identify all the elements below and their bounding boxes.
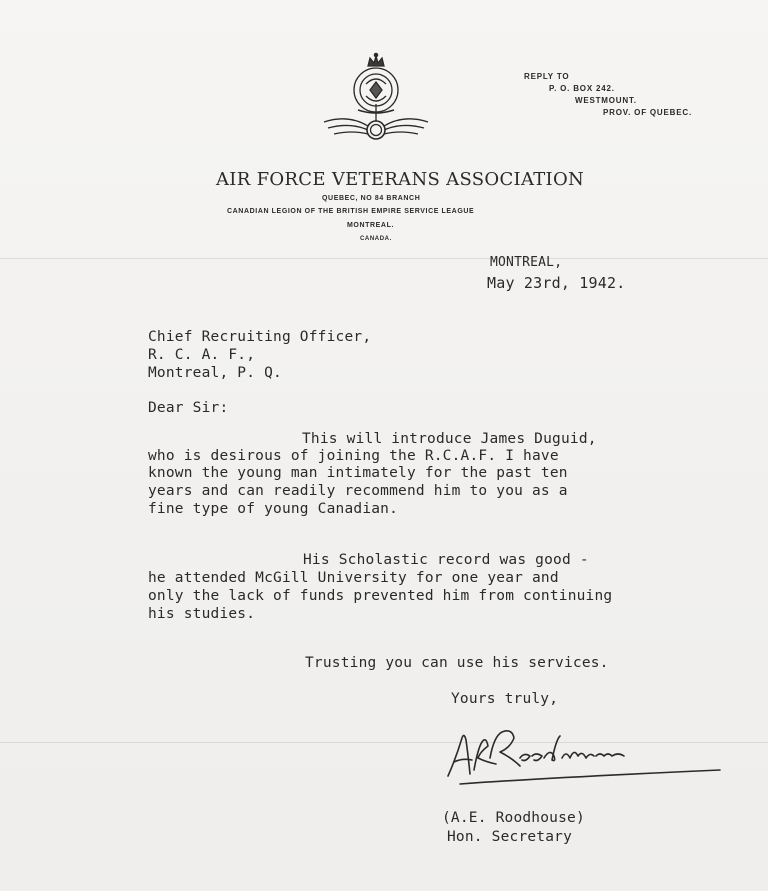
- letterhead-country: CANADA.: [360, 236, 392, 242]
- recipient-line-1: Chief Recruiting Officer,: [148, 329, 372, 345]
- organization-name: AIR FORCE VETERANS ASSOCIATION: [216, 169, 585, 190]
- body-p1-line: who is desirous of joining the R.C.A.F. I have: [148, 448, 559, 464]
- handwritten-signature-icon: [440, 718, 730, 788]
- body-p1-line: This will introduce James Duguid,: [302, 431, 597, 447]
- branch-number: QUEBEC, NO 84 BRANCH: [322, 195, 421, 202]
- reply-to-province: PROV. OF QUEBEC.: [603, 108, 692, 117]
- body-p2-line: His Scholastic record was good -: [303, 552, 589, 568]
- signatory-name: (A.E. Roodhouse): [442, 810, 585, 826]
- dateline-place: MONTREAL,: [490, 255, 563, 270]
- recipient-line-3: Montreal, P. Q.: [148, 365, 282, 381]
- paper-fold-line: [0, 258, 768, 259]
- body-p1-line: fine type of young Canadian.: [148, 501, 399, 517]
- letter-date: May 23rd, 1942.: [487, 274, 626, 292]
- letterhead-city: MONTREAL.: [347, 222, 395, 229]
- closing: Yours truly,: [451, 691, 559, 707]
- body-p2-line: his studies.: [148, 606, 256, 622]
- body-p2-line: only the lack of funds prevented him from continuing: [148, 588, 613, 604]
- legion-affiliation: CANADIAN LEGION OF THE BRITISH EMPIRE SERVICE LEAGUE: [227, 208, 475, 215]
- reply-to-westmount: WESTMOUNT.: [575, 96, 637, 105]
- body-p3-line: Trusting you can use his services.: [305, 655, 609, 671]
- salutation: Dear Sir:: [148, 400, 229, 416]
- recipient-line-2: R. C. A. F.,: [148, 347, 256, 363]
- body-p2-line: he attended McGill University for one year and: [148, 570, 559, 586]
- body-p1-line: known the young man intimately for the past ten: [148, 465, 568, 481]
- body-p1-line: years and can readily recommend him to you as a: [148, 483, 568, 499]
- signatory-title: Hon. Secretary: [447, 829, 573, 845]
- association-crest-icon: [318, 52, 434, 148]
- reply-to-label: REPLY TO: [524, 72, 570, 81]
- reply-to-po-box: P. O. BOX 242.: [549, 84, 615, 93]
